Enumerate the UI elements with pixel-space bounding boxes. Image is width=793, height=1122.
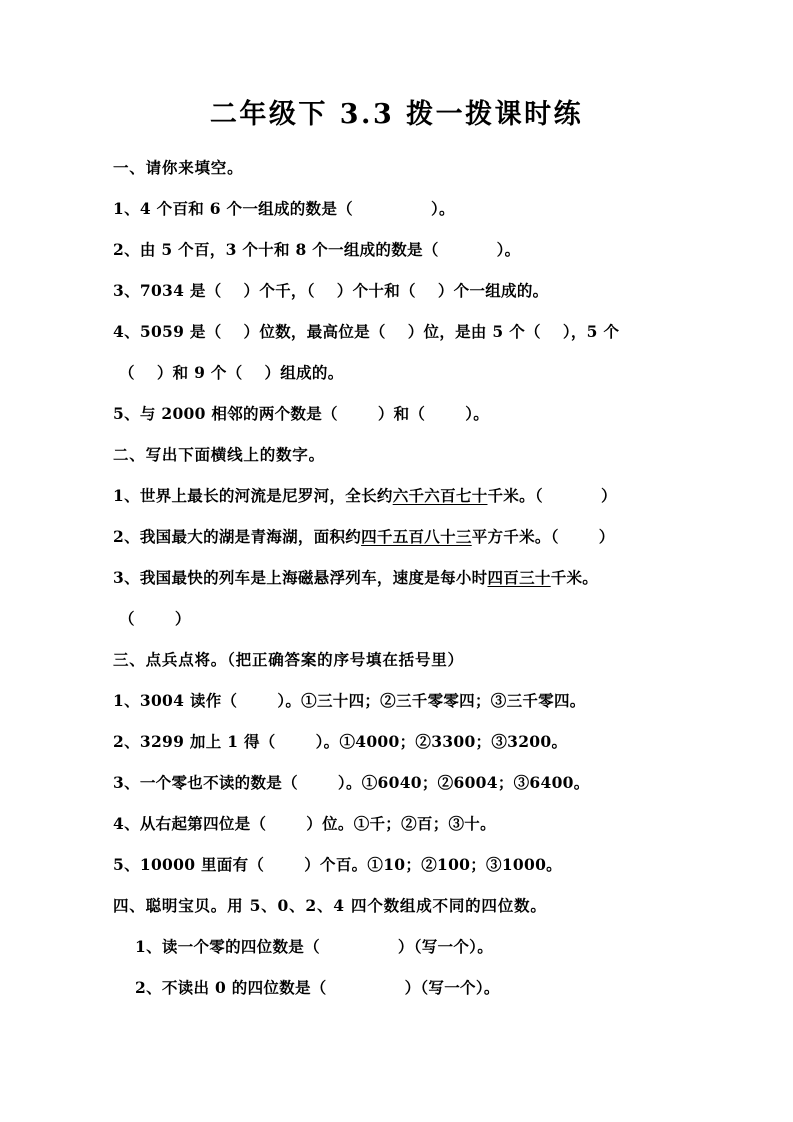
question-line [113,844,713,885]
question-text: 2、我国最大的湖是青海湖，面积约 [113,527,362,546]
question-text: ）位。①千；②百；③十。 [306,814,496,833]
question-text: 3、一个零也不读的数是（ [113,773,298,792]
question-text: 5、10000 里面有（ [113,855,265,874]
question-text: ）个千，（ [243,281,315,300]
underlined-number-word: 四千五百八十三 [361,527,472,546]
question-text: ）。 [430,199,455,218]
question-text: 平方千米。（ [471,527,559,546]
question-line [113,803,713,844]
question-line [113,188,713,229]
question-text: 1、4 个百和 6 个一组成的数是（ [113,199,353,218]
question-text: ） [174,609,191,628]
section-heading: 一、请你来填空。 [113,158,244,177]
question-text: ）组成的。 [264,363,344,382]
question-line [113,926,713,967]
question-text: ）。 [465,404,490,423]
question-line [113,229,713,270]
question-text: （ [119,363,135,382]
worksheet-body [113,147,713,1008]
question-text: 1、3004 读作（ [113,691,238,710]
question-text: 1、读一个零的四位数是（ [135,937,320,956]
question-text: ）位数，最高位是（ [243,322,386,341]
question-text: （ [119,609,135,628]
question-text: ）个十和（ [336,281,416,300]
question-line [113,270,713,311]
question-text: ）和（ [377,404,426,423]
question-text: ）。①4000；②3300；③3200。 [315,732,568,751]
question-line [113,721,713,762]
question-text: ）（写一个）。 [397,937,493,956]
question-text: 千米。 [550,568,599,587]
question-line [113,311,713,352]
section-heading: 二、写出下面横线上的数字。 [113,445,325,464]
question-text: 5、与 2000 相邻的两个数是（ [113,404,338,423]
question-line-continued [113,598,713,639]
question-text: ）（写一个）。 [404,978,500,997]
question-text: ）个一组成的。 [437,281,549,300]
question-text: ） [598,527,615,546]
question-text: ）位，是由 5 个（ [407,322,541,341]
underlined-number-word: 四百三十 [487,568,551,587]
question-line-continued [113,352,713,393]
question-line [113,393,713,434]
section-heading: 四、聪明宝贝。用 5、0、2、4 四个数组成不同的四位数。 [113,896,547,915]
question-text: ）。①6040；②6004；③6400。 [337,773,590,792]
question-text: ），5 个 [562,322,620,341]
question-line [113,557,713,598]
question-line [113,762,713,803]
question-text: 3、7034 是（ [113,281,222,300]
question-text: 千米。（ [487,486,543,505]
question-text: 1、世界上最长的河流是尼罗河，全长约 [113,486,393,505]
question-text: 2、3299 加上 1 得（ [113,732,276,751]
question-text: 3、我国最快的列车是上海磁悬浮列车，速度是每小时 [113,568,488,587]
section-heading: 三、点兵点将。（把正确答案的序号填在括号里） [113,650,464,669]
question-line [113,967,713,1008]
question-line [113,680,713,721]
question-text: ）。①三十四；②三千零零四；③三千零四。 [277,691,586,710]
question-text: 2、由 5 个百，3 个十和 8 个一组成的数是（ [113,240,439,259]
question-text: 4、5059 是（ [113,322,222,341]
question-text: ）。 [496,240,521,259]
page-title: 二年级下 3.3 拨一拨课时练 [209,99,584,130]
underlined-number-word: 六千六百七十 [392,486,488,505]
question-line [113,475,713,516]
question-text: 4、从右起第四位是（ [113,814,267,833]
question-text: ） [600,486,617,505]
question-line [113,516,713,557]
question-text: 2、不读出 0 的四位数是（ [135,978,327,997]
question-text: ）个百。①10；②100；③1000。 [304,855,562,874]
question-text: ）和 9 个（ [156,363,243,382]
